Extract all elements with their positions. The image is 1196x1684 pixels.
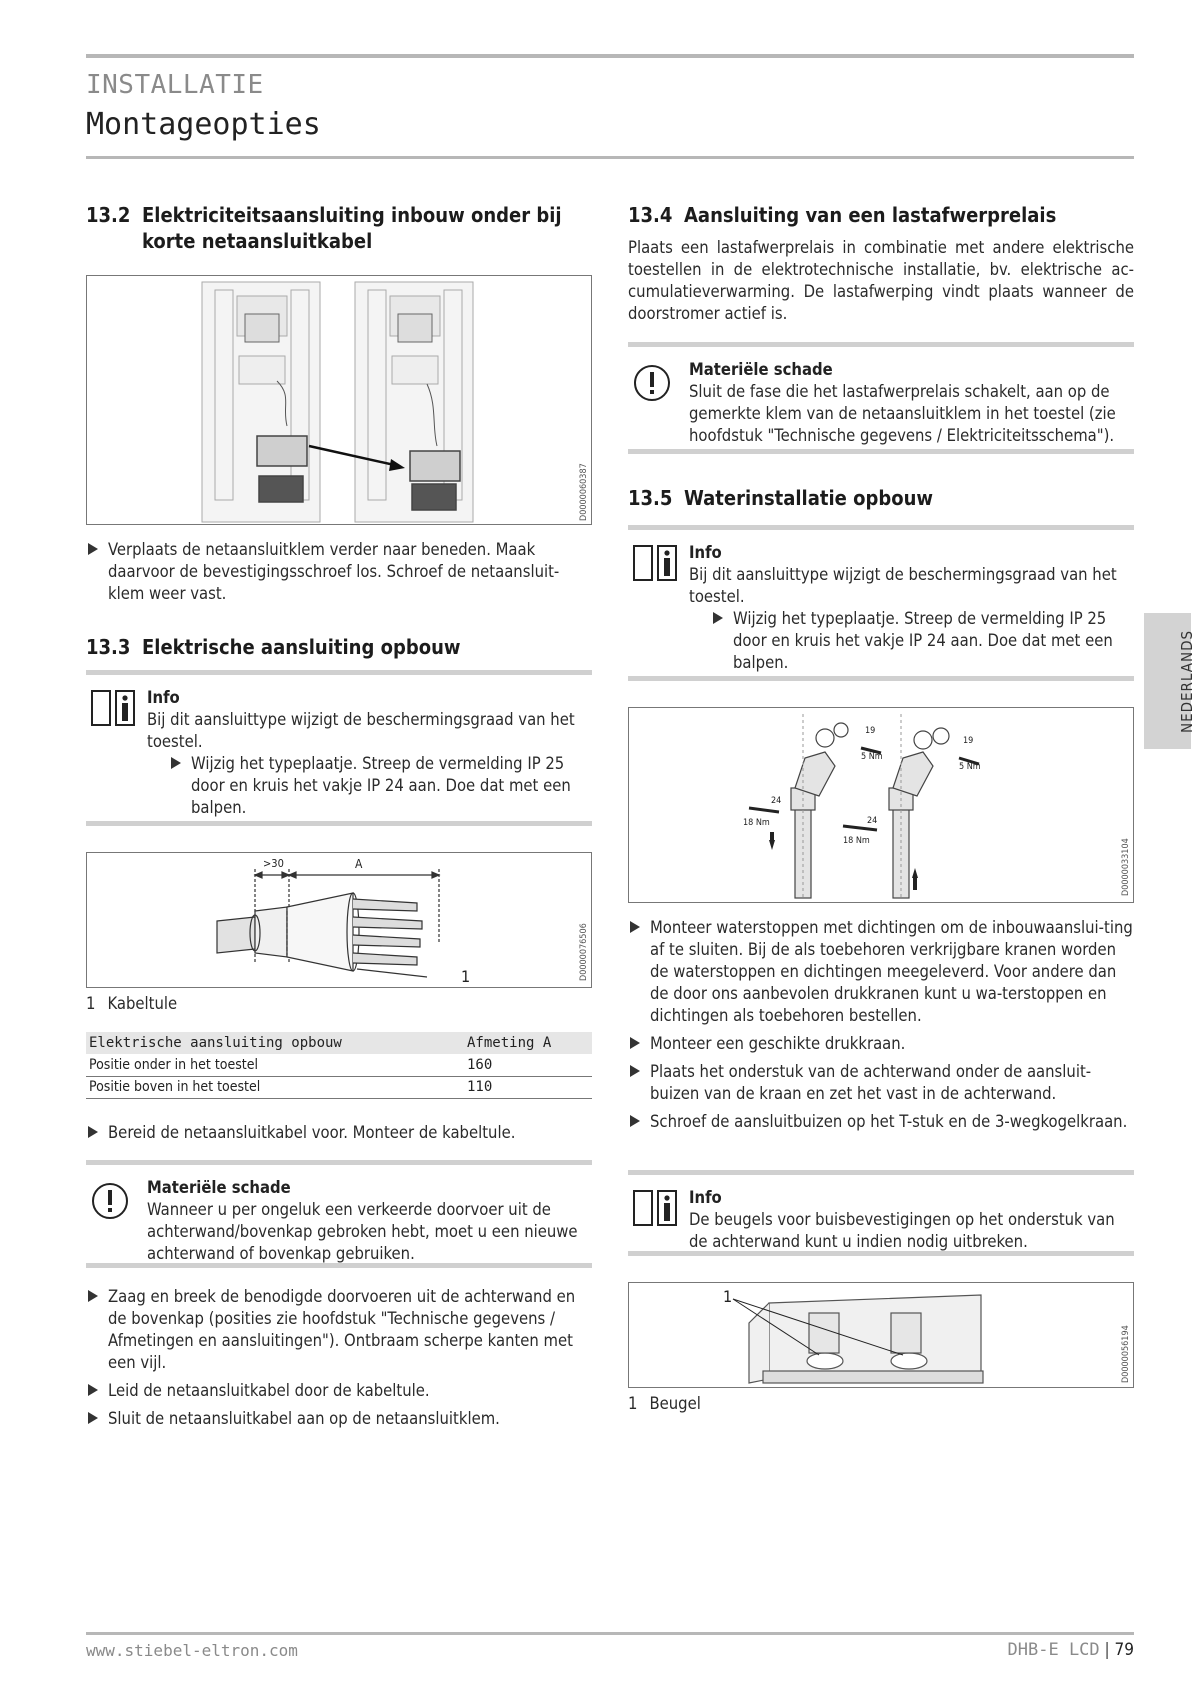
torque-18nm-label: 18 Nm [843, 836, 870, 846]
info-text: Bij dit aansluittype wijzigt de beschermingsgraad van het toestel. [147, 710, 575, 751]
dimension-table [86, 1032, 592, 1099]
list-item: Schroef de aansluitbuizen op het T-stuk en de 3-wegkogelkraan. [628, 1111, 1134, 1133]
figure-code: D0000056194 [1121, 1325, 1131, 1383]
warning-box [86, 1160, 592, 1268]
section-13-5 [628, 485, 1134, 511]
info-title: Info [689, 1188, 722, 1207]
table-row: Positie onder in het toestel 160 [86, 1054, 592, 1076]
list-item: Zaag en breek de benodigde doorvoeren uit de achterwand en de bovenkap (posities zie hoofdstuk "Technische gegevens / Afmetingen en aansluitingen"). Ontbraam scherpe kanten met een vijl. [86, 1286, 592, 1374]
footer-url[interactable]: www.stiebel-eltron.com [86, 1641, 298, 1660]
info-icon [88, 685, 138, 729]
section-13-4 [628, 202, 1134, 325]
figure-terminal-relocation [86, 275, 592, 525]
terminal-relocation-illustration [87, 276, 593, 526]
list-item: Verplaats de netaansluitklem verder naar beneden. Maak daarvoor de bevestigingsschroef los. Schroef de netaansluit-klem weer vast. [86, 539, 592, 605]
cable-grommet-illustration [87, 853, 593, 989]
figure-code: D0000076506 [579, 923, 589, 981]
info-title: Info [147, 688, 180, 707]
brackets-illustration [629, 1283, 1135, 1389]
info-box [628, 1170, 1134, 1256]
list-item: Leid de netaansluitkabel door de kabeltule. [86, 1380, 592, 1402]
section-13-3 [86, 634, 592, 660]
warning-title: Materiële schade [689, 360, 833, 379]
callout-number: 1 [461, 967, 471, 986]
info-icon [630, 540, 680, 584]
section-13-2 [86, 202, 592, 254]
section-heading: 13.2 Elektriciteitsaansluiting inbouw onder bij korte netaansluitkabel [86, 203, 562, 253]
figure-brackets [628, 1282, 1134, 1388]
list-item: Wijzig het typeplaatje. Streep de vermelding IP 25 door en kruis het vakje IP 24 aan. Doe dat met een balpen. [169, 753, 592, 819]
info-title: Info [689, 543, 722, 562]
warning-icon [90, 1181, 134, 1225]
figure-code: D0000060387 [579, 463, 589, 521]
torque-5nm-label: 5 Nm [959, 762, 981, 772]
header-section: INSTALLATIE [86, 70, 264, 100]
info-text: De beugels voor buisbevestigingen op het onderstuk van de achterwand kunt u indien nodig uitbreken. [689, 1210, 1115, 1251]
wrench-24-label: 24 [867, 816, 878, 826]
figure-caption: 1 Beugel [628, 1394, 701, 1413]
list-item: Monteer waterstoppen met dichtingen om de inbouwaanslui-ting af te sluiten. Bij de als toebehoren verkrijgbare kranen worden de waterstoppen en dichtingen meegeleverd. Voor andere dan de door ons aanbevolen drukkranen kunt u wa-terstoppen en dichtingen als toebehoren bestellen. [628, 917, 1134, 1027]
table-header: Afmeting A [464, 1032, 592, 1054]
warning-text: Wanneer u per ongeluk een verkeerde doorvoer uit de achterwand/bovenkap gebroken hebt, moet u een nieuwe achterwand of bovenkap gebruiken. [147, 1200, 578, 1263]
section-heading: 13.3 Elektrische aansluiting opbouw [86, 635, 461, 659]
figure-water-connections [628, 707, 1134, 903]
wrench-19-label: 19 [865, 726, 876, 736]
page-footer: DHB-E LCD | 79 [1007, 1640, 1134, 1660]
info-text: Bij dit aansluittype wijzigt de beschermingsgraad van het toestel. [689, 565, 1117, 606]
callout-number: 1 [723, 1287, 733, 1306]
list-item: Sluit de netaansluitkabel aan op de netaansluitklem. [86, 1408, 592, 1430]
wrench-24-label: 24 [771, 796, 782, 806]
figure-code: D0000033104 [1121, 838, 1131, 896]
info-icon [630, 1185, 680, 1229]
list-item: Monteer een geschikte drukkraan. [628, 1033, 1134, 1055]
figure-caption: 1 Kabeltule [86, 994, 178, 1013]
table-header: Elektrische aansluiting opbouw [86, 1032, 464, 1054]
section-heading: 13.5 Waterinstallatie opbouw [628, 486, 934, 510]
dim-a-label: A [355, 857, 363, 871]
water-connections-illustration [629, 708, 1135, 904]
warning-box [628, 342, 1134, 454]
figure-cable-grommet [86, 852, 592, 988]
language-tab: NEDERLANDS [1144, 613, 1191, 749]
dim-min-label: >30 [263, 857, 284, 870]
warning-icon [632, 363, 676, 407]
section-heading: 13.4 Aansluiting van een lastafwerprelais [628, 203, 1057, 227]
torque-18nm-label: 18 Nm [743, 818, 770, 828]
info-box [86, 670, 592, 826]
warning-title: Materiële schade [147, 1178, 291, 1197]
table-row: Positie boven in het toestel 110 [86, 1076, 592, 1098]
list-item: Plaats het onderstuk van de achterwand onder de aansluit-buizen van de kraan en zet het vast in de achterwand. [628, 1061, 1134, 1105]
info-box [628, 525, 1134, 681]
page-title: Montageopties [86, 107, 321, 142]
torque-5nm-label: 5 Nm [861, 752, 883, 762]
warning-text: Sluit de fase die het lastafwerprelais schakelt, aan op de gemerkte klem van de netaansluitklem in het toestel (zie hoofdstuk "Technische gegevens / Elektriciteitsschema"). [689, 382, 1116, 445]
wrench-19-label: 19 [963, 736, 974, 746]
list-item: Bereid de netaansluitkabel voor. Monteer de kabeltule. [86, 1122, 592, 1144]
list-item: Wijzig het typeplaatje. Streep de vermelding IP 25 door en kruis het vakje IP 24 aan. Doe dat met een balpen. [711, 608, 1134, 674]
section-text: Plaats een lastafwerprelais in combinatie met andere elektrische toestellen in de elektrotechnische installatie, bv. elektrische ac-cumulatieverwarming. De lastafwerping vindt plaats wanneer de doorstromer actief is. [628, 238, 1134, 323]
